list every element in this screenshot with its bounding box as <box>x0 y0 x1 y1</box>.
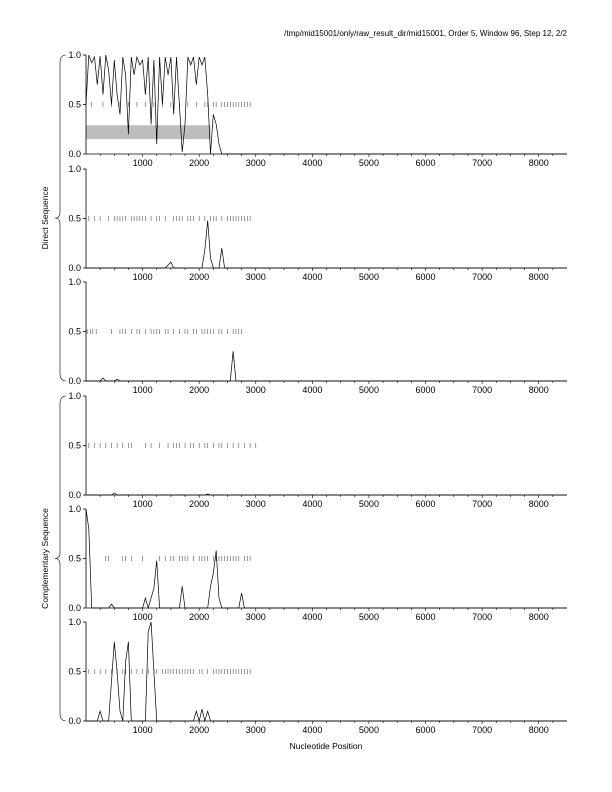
x-tick-label: 4000 <box>302 385 323 395</box>
y-tick-label: 0.0 <box>68 603 81 613</box>
x-tick-label: 8000 <box>528 158 549 168</box>
panel-3 <box>68 277 567 395</box>
x-tick-label: 5000 <box>358 612 379 622</box>
x-tick-label: 6000 <box>415 499 436 509</box>
x-tick-label: 7000 <box>472 158 493 168</box>
x-tick-label: 3000 <box>245 272 266 282</box>
y-tick-label: 1.0 <box>68 277 81 287</box>
y-tick-label: 1.0 <box>68 164 81 174</box>
panel-2 <box>68 164 567 282</box>
x-tick-label: 1000 <box>132 499 153 509</box>
x-tick-label: 6000 <box>415 612 436 622</box>
x-tick-label: 7000 <box>472 612 493 622</box>
group-labels <box>40 55 66 721</box>
x-tick-label: 3000 <box>245 612 266 622</box>
data-series-line <box>86 622 567 721</box>
y-tick-label: 1.0 <box>68 391 81 401</box>
x-tick-label: 8000 <box>528 612 549 622</box>
group-label: Direct Sequence <box>40 186 50 250</box>
y-tick-label: 0.5 <box>68 553 81 564</box>
x-tick-label: 3000 <box>245 385 266 395</box>
x-tick-label: 1000 <box>132 612 153 622</box>
panel-5 <box>68 504 567 622</box>
y-tick-label: 0.0 <box>68 490 81 500</box>
x-tick-label: 5000 <box>358 158 379 168</box>
y-tick-label: 1.0 <box>68 617 81 627</box>
x-tick-label: 4000 <box>302 272 323 282</box>
x-tick-label: 1000 <box>132 725 153 735</box>
panel-6 <box>68 617 567 735</box>
data-series-line <box>86 351 567 381</box>
x-tick-label: 4000 <box>302 612 323 622</box>
x-tick-label: 5000 <box>358 725 379 735</box>
x-tick-label: 8000 <box>528 385 549 395</box>
data-series-line <box>86 509 567 608</box>
y-tick-label: 0.5 <box>68 99 81 110</box>
x-tick-label: 7000 <box>472 385 493 395</box>
y-tick-label: 0.5 <box>68 213 81 224</box>
data-series-line <box>86 493 567 495</box>
x-tick-label: 4000 <box>302 158 323 168</box>
y-tick-label: 0.5 <box>68 440 81 451</box>
x-tick-label: 2000 <box>189 158 210 168</box>
panel-4 <box>68 391 567 509</box>
highlight-band <box>86 125 210 139</box>
x-tick-label: 7000 <box>472 272 493 282</box>
y-tick-label: 0.0 <box>68 263 81 273</box>
group-brace <box>55 55 66 381</box>
y-tick-label: 0.0 <box>68 376 81 386</box>
y-tick-label: 1.0 <box>68 504 81 514</box>
x-tick-label: 1000 <box>132 272 153 282</box>
x-tick-label: 4000 <box>302 725 323 735</box>
x-tick-label: 7000 <box>472 725 493 735</box>
x-tick-label: 6000 <box>415 272 436 282</box>
x-tick-label: 8000 <box>528 272 549 282</box>
y-tick-label: 0.5 <box>68 666 81 677</box>
x-tick-label: 6000 <box>415 158 436 168</box>
x-tick-label: 2000 <box>189 725 210 735</box>
y-tick-label: 1.0 <box>68 50 81 60</box>
x-tick-label: 3000 <box>245 499 266 509</box>
group-brace <box>55 396 66 721</box>
x-tick-label: 3000 <box>245 158 266 168</box>
group-label: Complementary Sequence <box>40 508 50 609</box>
data-series-line <box>86 221 567 269</box>
x-tick-label: 5000 <box>358 385 379 395</box>
x-tick-label: 1000 <box>132 385 153 395</box>
x-tick-label: 4000 <box>302 499 323 509</box>
y-tick-label: 0.5 <box>68 326 81 337</box>
x-tick-label: 5000 <box>358 499 379 509</box>
x-tick-label: 7000 <box>472 499 493 509</box>
panel-1 <box>68 50 567 168</box>
panels-group <box>68 50 567 735</box>
x-tick-label: 6000 <box>415 725 436 735</box>
x-tick-label: 2000 <box>189 272 210 282</box>
x-tick-label: 8000 <box>528 499 549 509</box>
x-axis-label: Nucleotide Position <box>289 741 363 751</box>
y-tick-label: 0.0 <box>68 716 81 726</box>
x-tick-label: 8000 <box>528 725 549 735</box>
x-tick-label: 6000 <box>415 385 436 395</box>
x-tick-label: 3000 <box>245 725 266 735</box>
x-tick-label: 2000 <box>189 612 210 622</box>
x-tick-label: 5000 <box>358 272 379 282</box>
x-tick-label: 2000 <box>189 385 210 395</box>
figure-title: /tmp/mid15001/only/raw_result_dir/mid15001, Order 5, Window 96, Step 12, 2/2 <box>284 29 567 38</box>
y-tick-label: 0.0 <box>68 149 81 159</box>
x-tick-label: 1000 <box>132 158 153 168</box>
x-tick-label: 2000 <box>189 499 210 509</box>
